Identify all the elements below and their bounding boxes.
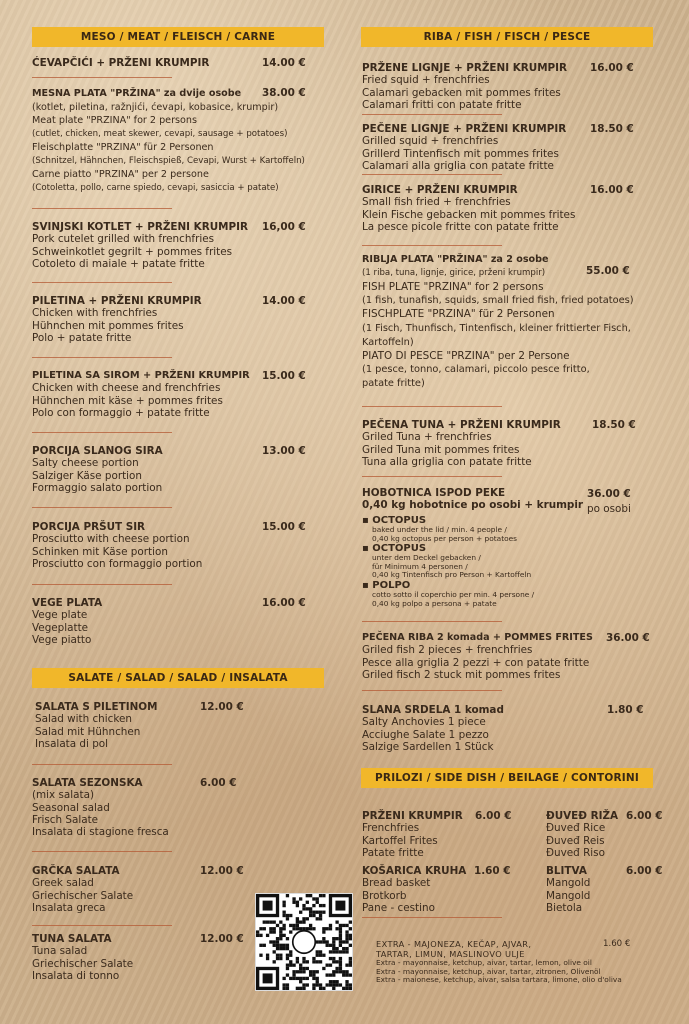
item-price: 12.00 €: [200, 701, 244, 713]
octopus-italian: ▪ POLPO cotto sotto il coperchio per min. 4 persone / 0,40 kg polpo a persona + patate: [362, 579, 535, 608]
separator: [32, 432, 172, 433]
menu-item-vege-plate: VEGE PLATA Vege plate Vegeplatte Vege piatto: [32, 597, 103, 646]
item-title: GIRICE + PRŽENI KRUMPIR: [362, 184, 518, 196]
item-price: 16.00 €: [590, 184, 634, 196]
menu-item-grilled-squid: PEČENE LIGNJE + PRŽENI KRUMPIR Grilled squid + frenchfries Grillerd Tintenfisch mit pommes frites Calamari alla griglia con patate fritte: [362, 123, 567, 172]
menu-item-tuna-salad: TUNA SALATA Tuna salad Griechischer Salate Insalata di tonno: [32, 933, 134, 982]
item-title: PORCIJA SLANOG SIRA: [32, 445, 163, 457]
menu-item-chicken-salad: SALATA S PILETINOM Salad with chicken Salad mit Hühnchen Insalata di pol: [35, 701, 158, 750]
separator: [362, 174, 502, 175]
item-price: 16,00 €: [262, 221, 306, 233]
item-title: GRČKA SALATA: [32, 865, 120, 877]
separator: [32, 584, 172, 585]
item-title: KOŠARICA KRUHA: [362, 865, 467, 877]
item-price: 18.50 €: [590, 123, 634, 135]
menu-item-chard: BLITVA Mangold Mangold Bietola: [546, 865, 591, 914]
item-price: 36.00 €: [606, 632, 650, 644]
item-title: PEČENE LIGNJE + PRŽENI KRUMPIR: [362, 123, 567, 135]
menu-item-small-fish: GIRICE + PRŽENI KRUMPIR Small fish fried + frenchfries Klein Fische gebacken mit pommes frites La pesce picole fritte con patate fritte: [362, 184, 576, 233]
item-title: PILETINA SA SIROM + PRŽENI KRUMPIR: [32, 370, 250, 381]
separator: [362, 245, 502, 246]
menu-item-meat-plate: MESNA PLATA "PRŽINA" za dvije osobe (kotlet, piletina, ražnjići, ćevapi, kobasice, krumpir) Meat plate "PRZINA" for 2 persons (cutlet, chicken, meat skewer, cevapi, sausage + potatoes) Fleischplatte "PRZINA" für 2 Personen (Schnitzel, Hähnchen, Fleischspieß, Cevapi, Wurst + Kartoffeln) Carne piatto "PRZINA" per 2 persone (Cotoletta, pollo, carne spiedo, cevapi, sasiccia + patate): [32, 88, 305, 193]
fish-section-header: RIBA / FISH / FISCH / PESCE: [361, 27, 653, 47]
menu-item-seasonal-salad: SALATA SEZONSKA (mix salata) Seasonal salad Frisch Salate Insalata di stagione fresca: [32, 777, 169, 839]
menu-item-grilled-fish: PEČENA RIBA 2 komada + POMMES FRITES Griled fish 2 pieces + frenchfries Pesce alla griglia 2 pezzi + con patate fritte Griled fisch 2 stuck mit pommes frites: [362, 632, 593, 681]
item-price-note: po osobi: [587, 503, 631, 515]
menu-item-anchovies: SLANA SRDELA 1 komad Salty Anchovies 1 piece Acciughe Salate 1 pezzo Salzige Sardellen 1 Stück: [362, 704, 504, 753]
separator: [362, 917, 502, 918]
item-title: HOBOTNICA ISPOD PEKE: [362, 487, 506, 499]
extras: EXTRA - MAJONEZA, KEČAP, AJVAR, TARTAR, LIMUN, MASLINOVO ULJE Extra - mayonnaise, ketchup, aivar, tartar, lemon, olive oil Extra - mayonnaise, ketchup, aivar, tartar, zitronen, Olivenöl Extra - maionese, ketchup, aivar, salsa tartara, limone, olio d'oliva: [376, 939, 622, 985]
item-title: PORCIJA PRŠUT SIR: [32, 521, 146, 533]
menu-item-pork-cutlet: SVINJSKI KOTLET + PRŽENI KRUMPIR Pork cutelet grilled with frenchfries Schweinkotlet gegrilt + pommes frites Cotoleto di maiale + patate fritte: [32, 221, 248, 270]
qr-code-icon[interactable]: [255, 893, 353, 991]
salad-section-header: SALATE / SALAD / SALAD / INSALATA: [32, 668, 324, 688]
item-title: RIBLJA PLATA "PRŽINA" za 2 osobe: [362, 254, 549, 265]
qr-code-graphic: [256, 894, 352, 990]
item-price: 14.00 €: [262, 57, 306, 69]
item-price: 12.00 €: [200, 933, 244, 945]
item-price: 18.50 €: [592, 419, 636, 431]
separator: [32, 77, 172, 78]
menu-item-grilled-tuna: PEČENA TUNA + PRŽENI KRUMPIR Griled Tuna + frenchfries Griled Tuna mit pommes frites Tuna alla griglia con patate fritte: [362, 419, 561, 468]
separator: [32, 282, 172, 283]
menu-item-greek-salad: GRČKA SALATA Greek salad Griechischer Salate Insalata greca: [32, 865, 134, 914]
separator: [362, 621, 502, 622]
menu-item-bread: KOŠARICA KRUHA Bread basket Brotkorb Pane - cestino: [362, 865, 467, 914]
item-title: PRŽENI KRUMPIR: [362, 810, 463, 822]
menu-item-salty-cheese: PORCIJA SLANOG SIRA Salty cheese portion Salziger Käse portion Formaggio salato portion: [32, 445, 163, 494]
item-title: MESNA PLATA "PRŽINA" za dvije osobe: [32, 88, 242, 99]
separator: [32, 357, 172, 358]
sides-section-header: PRILOZI / SIDE DISH / BEILAGE / CONTORINI: [361, 768, 653, 788]
separator: [32, 208, 172, 209]
separator: [32, 764, 172, 765]
item-title: BLITVA: [546, 865, 587, 877]
item-title: SLANA SRDELA 1 komad: [362, 704, 504, 716]
menu-item-chicken-cheese: PILETINA SA SIROM + PRŽENI KRUMPIR Chicken with cheese and frenchfries Hühnchen mit käse + pommes frites Polo con formaggio + patate fritte: [32, 370, 250, 419]
item-title: VEGE PLATA: [32, 597, 103, 609]
item-price: 12.00 €: [200, 865, 244, 877]
item-title: PILETINA + PRŽENI KRUMPIR: [32, 295, 202, 307]
separator: [362, 690, 502, 691]
item-title: SALATA SEZONSKA: [32, 777, 143, 789]
item-price: 15.00 €: [262, 521, 306, 533]
item-price: 16.00 €: [262, 597, 306, 609]
bullet-icon: ▪: [362, 515, 373, 526]
item-price: 6.00 €: [626, 810, 663, 822]
menu-item-chicken: PILETINA + PRŽENI KRUMPIR Chicken with frenchfries Hühnchen mit pommes frites Polo + patate fritte: [32, 295, 202, 344]
item-price: 55.00 €: [586, 265, 630, 277]
menu-item-prosciutto: PORCIJA PRŠUT SIR Prosciutto with cheese portion Schinken mit Käse portion Prosciutto con formaggio portion: [32, 521, 203, 570]
item-title: TUNA SALATA: [32, 933, 112, 945]
item-title: PRŽENE LIGNJE + PRŽENI KRUMPIR: [362, 62, 568, 74]
item-price: 36.00 €: [587, 488, 631, 500]
item-price: 6.00 €: [626, 865, 663, 877]
item-title: ĆEVAPČIĆI + PRŽENI KRUMPIR: [32, 57, 210, 69]
menu-item-fried-squid: PRŽENE LIGNJE + PRŽENI KRUMPIR Fried squid + frenchfries Calamari gebacken mit pommes frites Calamari fritti con patate fritte: [362, 62, 568, 111]
item-price: 15.00 €: [262, 370, 306, 382]
menu-item-fish-plate: RIBLJA PLATA "PRŽINA" za 2 osobe (1 riba, tuna, lignje, girice, prženi krumpir) FISH PLATE "PRZINA" for 2 persons (1 fish, tunafish, squids, small fried fish, fried potatoes) FISCHPLATE "PRZINA" für 2 Personen (1 Fisch, Thunfisch, Tintenfisch, kleiner frittierter Fisch, Kartoffeln) PIATO DI PESCE "PRZINA" per 2 Persone (1 pesce, tonno, calamari, piccolo pesce fritto, patate fritte): [362, 254, 634, 390]
separator: [32, 851, 172, 852]
bullet-icon: ▪: [362, 543, 373, 555]
octopus-details: [362, 515, 534, 608]
menu-item-fries: PRŽENI KRUMPIR Frenchfries Kartoffel Frites Patate fritte: [362, 810, 463, 859]
item-price: 16.00 €: [590, 62, 634, 74]
item-title: ĐUVEĐ RIŽA: [546, 810, 619, 822]
item-price: 6.00 €: [200, 777, 237, 789]
item-title: SALATA S PILETINOM: [35, 701, 158, 713]
item-title: PEČENA RIBA 2 komada + POMMES FRITES: [362, 632, 593, 643]
meat-section-header: MESO / MEAT / FLEISCH / CARNE: [32, 27, 324, 47]
item-price: 6.00 €: [475, 810, 512, 822]
bullet-icon: ▪: [362, 579, 373, 591]
separator: [32, 925, 172, 926]
octopus-german: ▪ OCTOPUS unter dem Deckel gebacken / für Minimum 4 personen / 0,40 kg Tintenfisch pro Person + Kartoffeln: [362, 543, 532, 580]
menu-item-rice: ĐUVEĐ RIŽA Đuveđ Rice Đuveđ Reis Đuveđ Riso: [546, 810, 619, 859]
separator: [362, 476, 502, 477]
item-title: SVINJSKI KOTLET + PRŽENI KRUMPIR: [32, 221, 248, 233]
octopus-english: ▪ OCTOPUS baked under the lid / min. 4 people / 0,40 kg octopus per person + potatoes: [362, 515, 518, 543]
extras-price: 1.60 €: [603, 939, 631, 949]
item-title: PEČENA TUNA + PRŽENI KRUMPIR: [362, 419, 561, 431]
separator: [362, 114, 502, 115]
menu-item-octopus: HOBOTNICA ISPOD PEKE 0,40 kg hobotnice po osobi + krumpir: [362, 487, 584, 512]
item-price: 38.00 €: [262, 87, 306, 99]
item-price: 1.80 €: [607, 704, 644, 716]
item-price: 14.00 €: [262, 295, 306, 307]
separator: [362, 406, 502, 407]
separator: [32, 507, 172, 508]
item-price: 1.60 €: [474, 865, 511, 877]
item-price: 13.00 €: [262, 445, 306, 457]
menu-item-cevapcici: [32, 57, 209, 69]
